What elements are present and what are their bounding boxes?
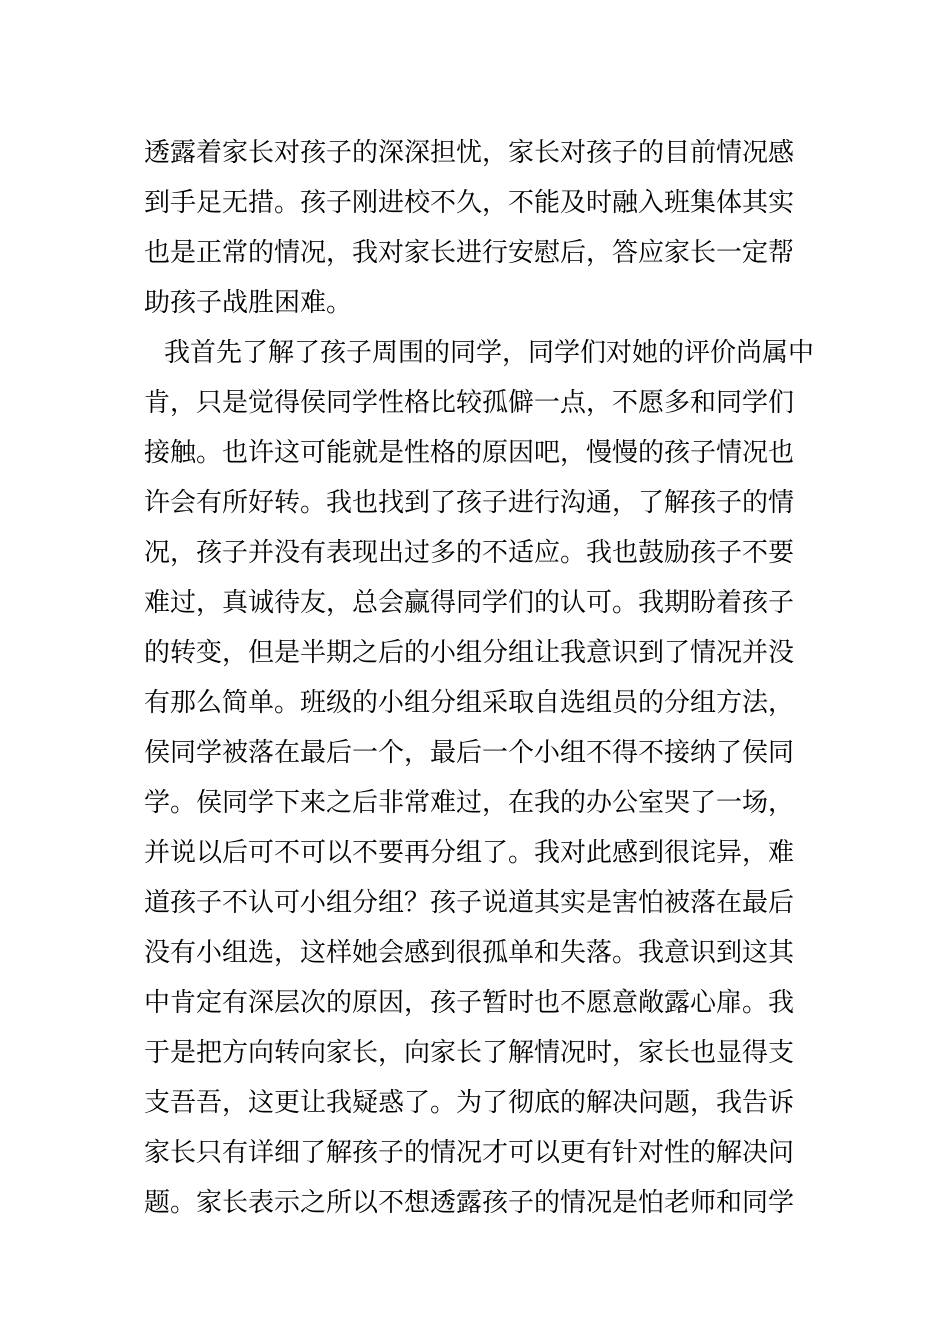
text-line: 我首先了解了孩子周围的同学，同学们对她的评价尚属中 (164, 338, 814, 368)
text-line: 透露着家长对孩子的深深担忧，家长对孩子的目前情况感 (144, 138, 795, 168)
paragraph-2 (144, 328, 814, 1228)
text-line: 助孩子战胜困难。 (144, 288, 353, 318)
text-line: 并说以后可不可以不要再分组了。我对此感到很诧异，难 (144, 838, 795, 868)
text-line: 学。侯同学下来之后非常难过，在我的办公室哭了一场， (144, 788, 795, 818)
text-line: 中肯定有深层次的原因，孩子暂时也不愿意敞露心扉。我 (144, 988, 795, 1018)
text-line: 于是把方向转向家长，向家长了解情况时，家长也显得支 (144, 1038, 795, 1068)
text-line: 到手足无措。孩子刚进校不久，不能及时融入班集体其实 (144, 188, 795, 218)
text-line: 肯，只是觉得侯同学性格比较孤僻一点，不愿多和同学们 (144, 388, 795, 418)
paragraph-1 (144, 128, 814, 328)
text-line: 家长只有详细了解孩子的情况才可以更有针对性的解决问 (144, 1138, 795, 1168)
text-line: 有那么简单。班级的小组分组采取自选组员的分组方法， (144, 688, 795, 718)
text-line: 接触。也许这可能就是性格的原因吧，慢慢的孩子情况也 (144, 438, 795, 468)
document-body (144, 128, 814, 1228)
text-line: 难过，真诚待友，总会赢得同学们的认可。我期盼着孩子 (144, 588, 795, 618)
text-line: 道孩子不认可小组分组？孩子说道其实是害怕被落在最后 (144, 888, 795, 918)
text-line: 没有小组选，这样她会感到很孤单和失落。我意识到这其 (144, 938, 795, 968)
text-line: 的转变，但是半期之后的小组分组让我意识到了情况并没 (144, 638, 795, 668)
text-line: 况，孩子并没有表现出过多的不适应。我也鼓励孩子不要 (144, 538, 795, 568)
text-line: 许会有所好转。我也找到了孩子进行沟通，了解孩子的情 (144, 488, 795, 518)
text-line: 支吾吾，这更让我疑惑了。为了彻底的解决问题，我告诉 (144, 1088, 795, 1118)
text-line: 题。家长表示之所以不想透露孩子的情况是怕老师和同学 (144, 1188, 795, 1218)
text-line: 侯同学被落在最后一个，最后一个小组不得不接纳了侯同 (144, 738, 795, 768)
text-line: 也是正常的情况，我对家长进行安慰后，答应家长一定帮 (144, 238, 795, 268)
